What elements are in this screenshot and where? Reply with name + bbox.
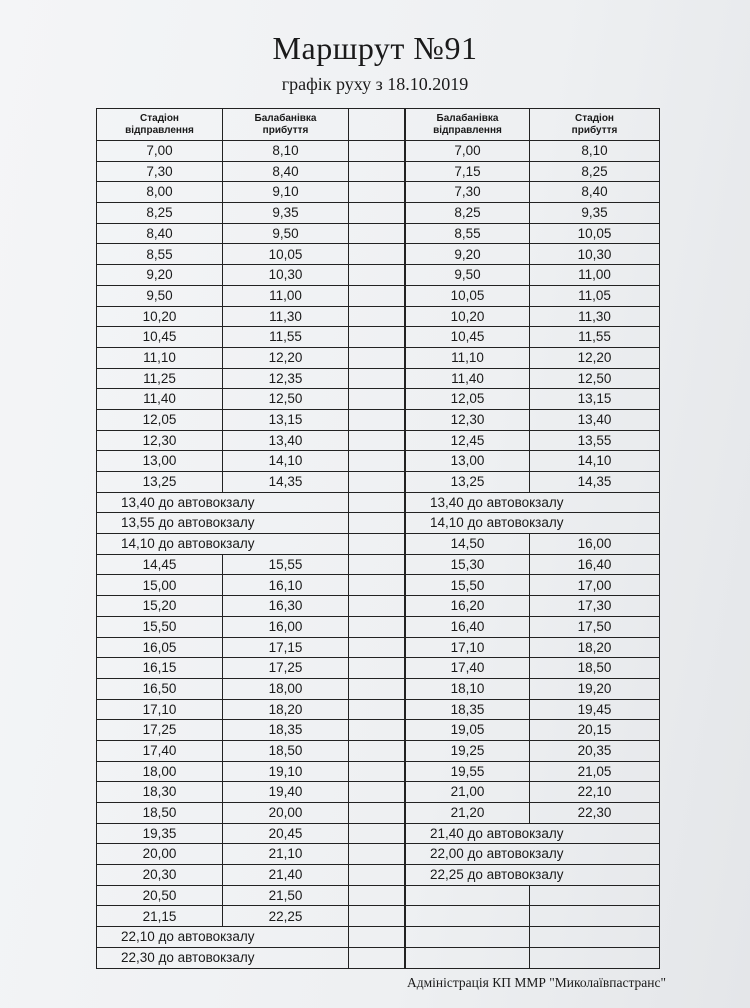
table-row	[97, 161, 405, 182]
arrival-time: 16,00	[223, 616, 349, 637]
table-row	[406, 678, 660, 699]
table-row	[406, 472, 660, 493]
blank-cell	[349, 927, 405, 948]
to-bus-station-trip: 21,40 до автовокзалу	[406, 823, 660, 844]
arrival-time: 20,45	[223, 823, 349, 844]
departure-time: 14,50	[406, 534, 530, 555]
column-header-line: відправлення	[125, 124, 194, 136]
departure-time: 12,05	[406, 389, 530, 410]
arrival-time: 20,35	[530, 740, 660, 761]
departure-time: 8,25	[406, 203, 530, 224]
table-row	[97, 141, 405, 162]
table-row	[97, 554, 405, 575]
departure-time: 8,40	[97, 223, 223, 244]
arrival-time: 15,55	[223, 554, 349, 575]
table-row	[406, 161, 660, 182]
departure-time: 18,30	[97, 782, 223, 803]
table-row	[406, 720, 660, 741]
table-row	[406, 906, 660, 927]
table-row	[406, 182, 660, 203]
departure-time: 12,30	[406, 409, 530, 430]
arrival-time: 19,20	[530, 678, 660, 699]
table-row	[97, 906, 405, 927]
arrival-time: 12,50	[223, 389, 349, 410]
arrival-time: 8,10	[223, 141, 349, 162]
table-row	[406, 451, 660, 472]
table-row	[97, 306, 405, 327]
blank-cell	[349, 430, 405, 451]
table-row	[97, 430, 405, 451]
arrival-time: 21,05	[530, 761, 660, 782]
arrival-time: 9,10	[223, 182, 349, 203]
blank-cell	[349, 244, 405, 265]
table-row	[406, 823, 660, 844]
blank-cell	[349, 740, 405, 761]
arrival-time: 20,00	[223, 803, 349, 824]
departure-time: 13,25	[97, 472, 223, 493]
blank-cell	[349, 368, 405, 389]
table-row	[406, 492, 660, 513]
departure-time: 19,25	[406, 740, 530, 761]
footer-note: Адміністрація КП ММР "Миколаївпастранс"	[406, 975, 666, 990]
arrival-time: 12,20	[223, 347, 349, 368]
departure-time: 15,00	[97, 575, 223, 596]
table-row	[97, 782, 405, 803]
table-row	[97, 699, 405, 720]
departure-time: 13,25	[406, 472, 530, 493]
blank-cell	[349, 720, 405, 741]
arrival-time: 8,40	[223, 161, 349, 182]
departure-time: 16,15	[97, 658, 223, 679]
arrival-time: 17,25	[223, 658, 349, 679]
arrival-time: 17,50	[530, 616, 660, 637]
to-bus-station-trip: 22,25 до автовокзалу	[406, 865, 660, 886]
arrival-time: 18,20	[530, 637, 660, 658]
table-row	[406, 844, 660, 865]
blank-cell	[349, 223, 405, 244]
table-row	[406, 534, 660, 555]
blank-cell	[349, 803, 405, 824]
blank-cell	[349, 782, 405, 803]
blank-cell	[349, 389, 405, 410]
arrival-time: 18,50	[530, 658, 660, 679]
blank-cell	[349, 906, 405, 927]
departure-time: 8,25	[97, 203, 223, 224]
column-header	[530, 109, 660, 141]
blank-cell	[349, 306, 405, 327]
arrival-time: 14,10	[223, 451, 349, 472]
departure-time: 19,55	[406, 761, 530, 782]
arrival-time	[530, 947, 660, 968]
arrival-time: 16,10	[223, 575, 349, 596]
departure-time: 9,20	[97, 265, 223, 286]
blank-cell	[349, 265, 405, 286]
blank-cell	[349, 637, 405, 658]
column-header-line: прибуття	[571, 124, 618, 136]
table-row	[97, 575, 405, 596]
arrival-time: 16,30	[223, 596, 349, 617]
to-bus-station-trip: 13,40 до автовокзалу	[406, 492, 660, 513]
blank-cell	[349, 575, 405, 596]
table-row	[97, 223, 405, 244]
departure-time: 21,00	[406, 782, 530, 803]
table-row	[97, 492, 405, 513]
table-row	[97, 885, 405, 906]
table-row	[97, 596, 405, 617]
arrival-time: 9,50	[223, 223, 349, 244]
to-bus-station-trip: 22,00 до автовокзалу	[406, 844, 660, 865]
departure-time: 18,00	[97, 761, 223, 782]
table-row	[406, 575, 660, 596]
arrival-time: 9,35	[223, 203, 349, 224]
departure-time: 13,00	[97, 451, 223, 472]
departure-time: 15,30	[406, 554, 530, 575]
arrival-time: 21,40	[223, 865, 349, 886]
departure-time: 12,05	[97, 409, 223, 430]
table-row	[406, 327, 660, 348]
table-row	[97, 285, 405, 306]
table-row	[406, 803, 660, 824]
departure-time: 8,55	[406, 223, 530, 244]
departure-time: 9,50	[97, 285, 223, 306]
table-row	[97, 658, 405, 679]
arrival-time: 21,10	[223, 844, 349, 865]
table-row	[97, 409, 405, 430]
departure-time: 17,10	[97, 699, 223, 720]
arrival-time: 12,50	[530, 368, 660, 389]
departure-time: 10,45	[97, 327, 223, 348]
arrival-time: 13,40	[223, 430, 349, 451]
table-row	[97, 347, 405, 368]
departure-time: 10,20	[406, 306, 530, 327]
blank-cell	[349, 844, 405, 865]
table-row	[406, 596, 660, 617]
departure-time: 17,10	[406, 637, 530, 658]
arrival-time: 10,30	[223, 265, 349, 286]
blank-cell	[349, 161, 405, 182]
to-bus-station-trip: 22,10 до автовокзалу	[97, 927, 349, 948]
arrival-time: 18,20	[223, 699, 349, 720]
table-row	[97, 389, 405, 410]
departure-time: 17,40	[406, 658, 530, 679]
arrival-time: 18,35	[223, 720, 349, 741]
departure-time: 7,15	[406, 161, 530, 182]
right-timetable	[405, 108, 660, 969]
blank-cell	[349, 203, 405, 224]
departure-time: 18,50	[97, 803, 223, 824]
arrival-time	[530, 906, 660, 927]
arrival-time: 16,40	[530, 554, 660, 575]
blank-cell	[349, 109, 405, 141]
table-row	[97, 678, 405, 699]
blank-cell	[349, 761, 405, 782]
arrival-time: 22,30	[530, 803, 660, 824]
arrival-time: 14,35	[530, 472, 660, 493]
to-bus-station-trip: 13,40 до автовокзалу	[97, 492, 349, 513]
blank-cell	[349, 141, 405, 162]
blank-cell	[349, 472, 405, 493]
blank-cell	[349, 823, 405, 844]
to-bus-station-trip: 22,30 до автовокзалу	[97, 947, 349, 968]
departure-time: 12,30	[97, 430, 223, 451]
arrival-time: 20,15	[530, 720, 660, 741]
arrival-time: 13,55	[530, 430, 660, 451]
departure-time: 8,00	[97, 182, 223, 203]
blank-cell	[349, 451, 405, 472]
table-row	[406, 389, 660, 410]
departure-time: 19,05	[406, 720, 530, 741]
blank-cell	[349, 678, 405, 699]
arrival-time: 17,15	[223, 637, 349, 658]
arrival-time: 14,10	[530, 451, 660, 472]
table-row	[97, 265, 405, 286]
departure-time: 16,20	[406, 596, 530, 617]
arrival-time: 19,10	[223, 761, 349, 782]
arrival-time: 17,30	[530, 596, 660, 617]
departure-time: 21,15	[97, 906, 223, 927]
arrival-time: 22,10	[530, 782, 660, 803]
departure-time: 16,40	[406, 616, 530, 637]
blank-cell	[349, 947, 405, 968]
to-bus-station-trip: 14,10 до автовокзалу	[97, 534, 349, 555]
departure-time: 20,50	[97, 885, 223, 906]
departure-time	[406, 885, 530, 906]
arrival-time: 9,35	[530, 203, 660, 224]
table-row	[406, 244, 660, 265]
arrival-time: 11,55	[530, 327, 660, 348]
arrival-time: 18,50	[223, 740, 349, 761]
departure-time: 10,05	[406, 285, 530, 306]
table-row	[406, 285, 660, 306]
table-row	[97, 720, 405, 741]
arrival-time: 21,50	[223, 885, 349, 906]
departure-time: 7,00	[406, 141, 530, 162]
departure-time: 17,25	[97, 720, 223, 741]
arrival-time: 13,15	[530, 389, 660, 410]
departure-time	[406, 927, 530, 948]
table-row	[406, 761, 660, 782]
arrival-time: 11,00	[223, 285, 349, 306]
table-row	[97, 327, 405, 348]
table-row	[97, 513, 405, 534]
column-header	[97, 109, 223, 141]
departure-time: 17,40	[97, 740, 223, 761]
arrival-time: 19,45	[530, 699, 660, 720]
arrival-time: 17,00	[530, 575, 660, 596]
header-row	[97, 109, 405, 141]
page-subtitle: графік руху з 18.10.2019	[281, 74, 469, 94]
header-row	[406, 109, 660, 141]
table-row	[406, 409, 660, 430]
arrival-time: 18,00	[223, 678, 349, 699]
blank-cell	[349, 409, 405, 430]
table-row	[97, 927, 405, 948]
column-header	[223, 109, 349, 141]
table-row	[97, 865, 405, 886]
arrival-time: 13,40	[530, 409, 660, 430]
table-row	[406, 306, 660, 327]
departure-time: 18,10	[406, 678, 530, 699]
arrival-time: 19,40	[223, 782, 349, 803]
arrival-time: 12,20	[530, 347, 660, 368]
blank-cell	[349, 182, 405, 203]
departure-time	[406, 906, 530, 927]
arrival-time: 14,35	[223, 472, 349, 493]
blank-cell	[349, 699, 405, 720]
arrival-time: 11,30	[530, 306, 660, 327]
table-row	[97, 740, 405, 761]
column-header-line: відправлення	[433, 124, 502, 136]
table-row	[406, 554, 660, 575]
arrival-time: 12,35	[223, 368, 349, 389]
table-row	[406, 699, 660, 720]
blank-cell	[349, 534, 405, 555]
departure-time: 14,45	[97, 554, 223, 575]
arrival-time: 22,25	[223, 906, 349, 927]
departure-time: 8,55	[97, 244, 223, 265]
arrival-time: 11,30	[223, 306, 349, 327]
departure-time: 15,50	[406, 575, 530, 596]
table-row	[97, 472, 405, 493]
blank-cell	[349, 513, 405, 534]
blank-cell	[349, 616, 405, 637]
table-row	[406, 430, 660, 451]
blank-cell	[349, 885, 405, 906]
arrival-time	[530, 885, 660, 906]
table-row	[406, 347, 660, 368]
departure-time: 20,30	[97, 865, 223, 886]
table-row	[97, 534, 405, 555]
arrival-time: 8,25	[530, 161, 660, 182]
to-bus-station-trip: 13,55 до автовокзалу	[97, 513, 349, 534]
column-header-line: Балабанівка	[254, 113, 317, 124]
arrival-time: 10,05	[223, 244, 349, 265]
column-header-line: прибуття	[262, 124, 309, 136]
departure-time: 7,30	[97, 161, 223, 182]
to-bus-station-trip: 14,10 до автовокзалу	[406, 513, 660, 534]
departure-time: 11,40	[406, 368, 530, 389]
arrival-time: 11,55	[223, 327, 349, 348]
column-header-line: Стадіон	[140, 113, 179, 124]
departure-time: 10,45	[406, 327, 530, 348]
departure-time: 7,30	[406, 182, 530, 203]
arrival-time: 10,30	[530, 244, 660, 265]
table-row	[406, 368, 660, 389]
table-row	[97, 761, 405, 782]
table-row	[406, 141, 660, 162]
arrival-time: 8,40	[530, 182, 660, 203]
arrival-time: 11,00	[530, 265, 660, 286]
arrival-time: 8,10	[530, 141, 660, 162]
departure-time: 15,50	[97, 616, 223, 637]
arrival-time: 10,05	[530, 223, 660, 244]
arrival-time: 11,05	[530, 285, 660, 306]
table-row	[97, 244, 405, 265]
blank-cell	[349, 285, 405, 306]
departure-time: 11,40	[97, 389, 223, 410]
blank-cell	[349, 554, 405, 575]
departure-time: 7,00	[97, 141, 223, 162]
departure-time: 11,25	[97, 368, 223, 389]
blank-cell	[349, 865, 405, 886]
table-row	[97, 203, 405, 224]
table-row	[97, 368, 405, 389]
departure-time: 10,20	[97, 306, 223, 327]
table-row	[406, 616, 660, 637]
page-title: Маршрут №91	[272, 30, 478, 66]
arrival-time	[530, 927, 660, 948]
blank-cell	[349, 596, 405, 617]
table-row	[97, 182, 405, 203]
table-row	[97, 803, 405, 824]
table-row	[406, 513, 660, 534]
departure-time: 16,05	[97, 637, 223, 658]
blank-cell	[349, 658, 405, 679]
departure-time: 15,20	[97, 596, 223, 617]
table-row	[406, 885, 660, 906]
departure-time: 9,20	[406, 244, 530, 265]
departure-time: 11,10	[97, 347, 223, 368]
table-row	[406, 658, 660, 679]
table-row	[406, 740, 660, 761]
column-header	[406, 109, 530, 141]
column-header-line: Стадіон	[575, 113, 614, 124]
column-header-line: Балабанівка	[436, 113, 499, 124]
left-timetable	[96, 108, 405, 969]
departure-time: 19,35	[97, 823, 223, 844]
table-row	[97, 616, 405, 637]
table-row	[97, 823, 405, 844]
departure-time: 12,45	[406, 430, 530, 451]
arrival-time: 13,15	[223, 409, 349, 430]
table-row	[97, 844, 405, 865]
departure-time: 18,35	[406, 699, 530, 720]
table-row	[406, 223, 660, 244]
table-row	[406, 947, 660, 968]
departure-time	[406, 947, 530, 968]
departure-time: 13,00	[406, 451, 530, 472]
departure-time: 9,50	[406, 265, 530, 286]
table-row	[406, 865, 660, 886]
blank-cell	[349, 492, 405, 513]
table-row	[406, 927, 660, 948]
table-row	[406, 637, 660, 658]
departure-time: 20,00	[97, 844, 223, 865]
table-row	[97, 451, 405, 472]
arrival-time: 16,00	[530, 534, 660, 555]
table-row	[406, 203, 660, 224]
departure-time: 11,10	[406, 347, 530, 368]
table-row	[406, 782, 660, 803]
table-row	[406, 265, 660, 286]
table-row	[97, 947, 405, 968]
blank-cell	[349, 327, 405, 348]
blank-cell	[349, 347, 405, 368]
table-row	[97, 637, 405, 658]
departure-time: 16,50	[97, 678, 223, 699]
departure-time: 21,20	[406, 803, 530, 824]
